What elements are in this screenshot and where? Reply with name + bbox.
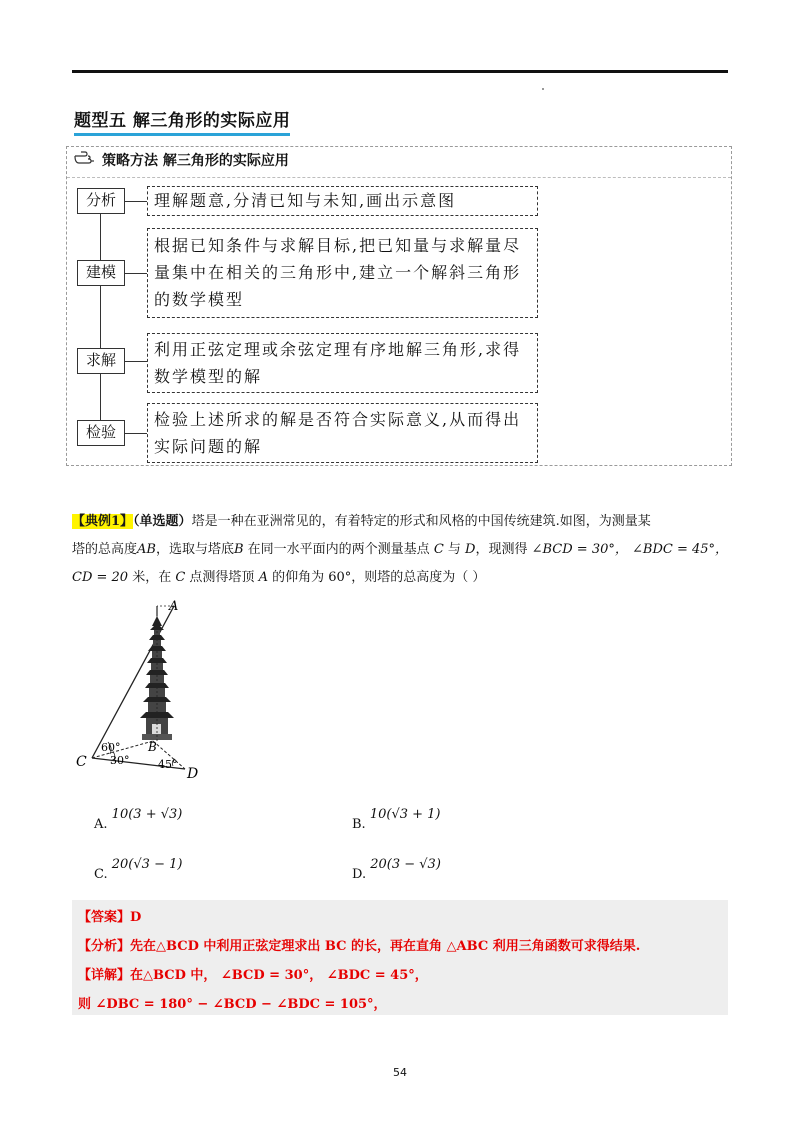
flow-connector	[100, 214, 101, 260]
strategy-divider	[67, 177, 731, 178]
section-title: 题型五 解三角形的实际应用	[74, 106, 290, 136]
example-tag: 【典例1】	[72, 514, 134, 529]
label-d: D	[187, 766, 199, 782]
option-b[interactable]: B. 10(√3 + 1)	[352, 807, 441, 832]
question-text	[72, 508, 732, 592]
strategy-heading-text: 策略方法 解三角形的实际应用	[102, 153, 289, 169]
label-b: B	[148, 740, 157, 754]
step-desc-modeling: 根据已知条件与求解目标,把已知量与求解量尽量集中在相关的三角形中,建立一个解斜三角形的数学模型	[147, 228, 538, 318]
angle-label-bdc: 45°	[158, 758, 178, 771]
flow-connector	[100, 374, 101, 420]
question-line-1: 【典例1】（单选题）塔是一种在亚洲常见的，有着特定的形式和风格的中国传统建筑.如图，为测量某	[72, 514, 651, 529]
option-c[interactable]: C. 20(√3 − 1)	[94, 857, 183, 882]
step-connector	[125, 361, 147, 362]
step-label-modeling: 建模	[77, 260, 125, 286]
pointing-hand-icon	[74, 151, 96, 169]
flow-connector	[100, 286, 101, 348]
header-rule	[72, 70, 728, 73]
answer-line: 【答案】D	[78, 910, 142, 925]
step-connector	[125, 201, 147, 202]
pagoda-figure	[70, 598, 210, 788]
question-line-3: CD = 20 米，在 C 点测得塔顶 A 的仰角为 60°，则塔的总高度为（ ）	[72, 570, 486, 585]
label-a: A	[169, 599, 179, 614]
detail-line-2: 则 ∠DBC = 180° − ∠BCD − ∠BDC = 105°，	[78, 997, 387, 1012]
step-desc-analysis: 理解题意,分清已知与未知,画出示意图	[147, 186, 538, 216]
label-c: C	[76, 754, 87, 770]
step-label-solving: 求解	[77, 348, 125, 374]
angle-label-bcd: 30°	[110, 754, 130, 767]
option-d[interactable]: D. 20(3 − √3)	[352, 857, 441, 882]
question-line-2: 塔的总高度AB，选取与塔底B 在同一水平面内的两个测量基点 C 与 D，现测得 ∠BCD = 30°， ∠BDC = 45°，	[72, 542, 729, 557]
step-label-analysis: 分析	[77, 188, 125, 214]
step-connector	[125, 273, 147, 274]
detail-line-1: 【详解】在△BCD 中， ∠BCD = 30°， ∠BDC = 45°，	[78, 968, 428, 983]
header-dot	[542, 88, 544, 90]
analysis-line: 【分析】先在△BCD 中利用正弦定理求出 BC 的长，再在直角 △ABC 利用三角函数可求得结果.	[78, 939, 641, 954]
angle-label-elev: 60°	[101, 741, 121, 754]
option-a[interactable]: A. 10(3 + √3)	[94, 807, 183, 832]
step-connector	[125, 433, 147, 434]
step-desc-checking: 检验上述所求的解是否符合实际意义,从而得出实际问题的解	[147, 403, 538, 463]
page-number: 54	[393, 1066, 407, 1079]
step-label-checking: 检验	[77, 420, 125, 446]
strategy-heading	[74, 150, 289, 170]
question-type: （单选题）	[133, 514, 192, 529]
step-desc-solving: 利用正弦定理或余弦定理有序地解三角形,求得数学模型的解	[147, 333, 538, 393]
